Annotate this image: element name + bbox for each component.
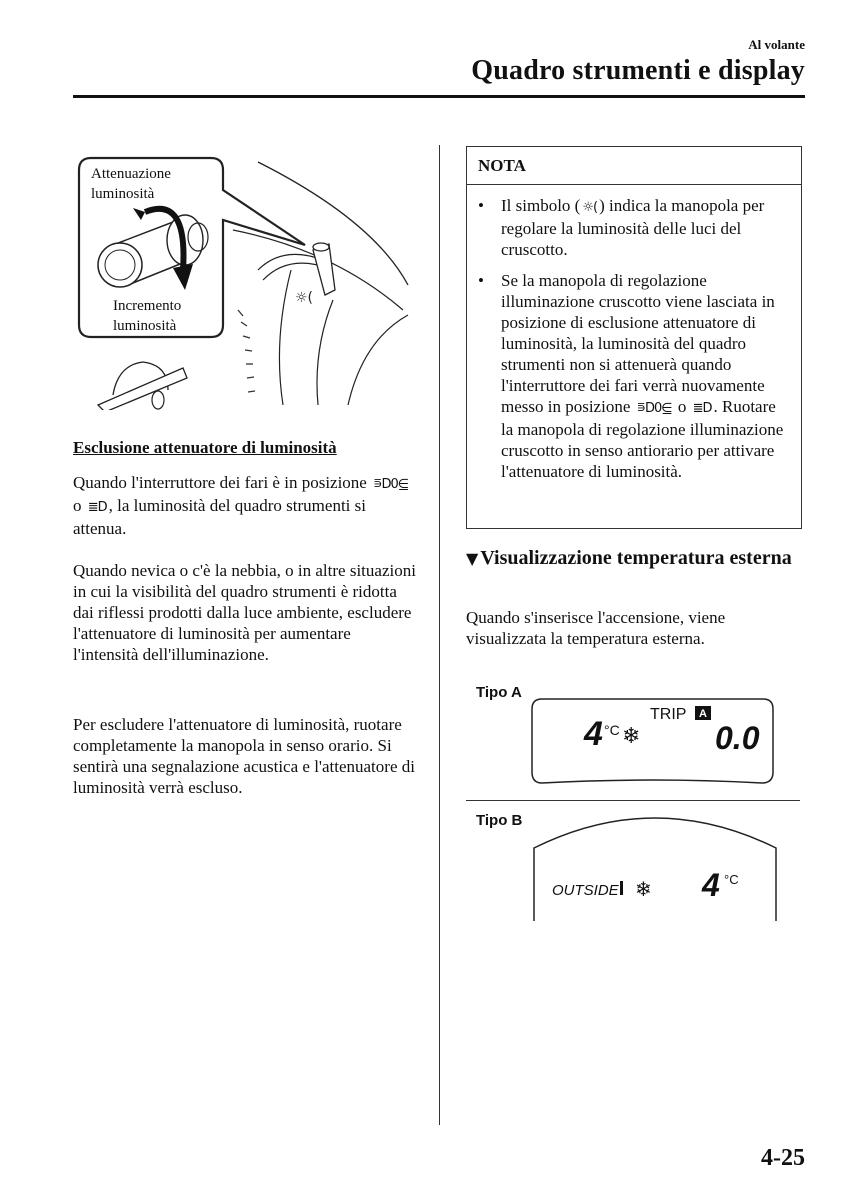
page-title: Quadro strumenti e display [471, 55, 805, 86]
bullet: • [478, 271, 484, 290]
note-item-2-text-b: o [677, 397, 687, 416]
subheading-dimmer-cancel: Esclusione attenuatore di luminosità [73, 438, 337, 457]
note-item-1 [467, 195, 791, 260]
snowflake-icon: ❄ [622, 724, 641, 749]
page-number: 4-25 [761, 1145, 805, 1171]
tipo-a-trip-value: 0.0 [715, 720, 760, 756]
column-divider [439, 145, 440, 1125]
parking-light-icon: ≣D [692, 401, 712, 416]
display-tipo-b [530, 808, 780, 923]
triangle-bullet-icon: ▼ [466, 549, 479, 568]
note-item-1-text-b: ) indica la manopola per regolare la luminosità delle luci del cruscotto. [501, 196, 765, 259]
dimmer-symbol-icon: ☼( [295, 290, 314, 306]
display-tipo-a [530, 697, 775, 789]
tipo-a-label: Tipo A [476, 684, 522, 701]
dimmer-knob-figure [73, 150, 413, 410]
section-body: Quando s'inserisce l'accensione, viene visualizzata la temperatura esterna. [466, 608, 726, 648]
section-heading-text: Visualizzazione temperatura esterna [480, 547, 792, 569]
tipo-b-label: Tipo B [476, 812, 523, 829]
header-section: Al volante [748, 37, 805, 52]
p1-text-c: , la luminosità del quadro strumenti si attenua. [73, 496, 366, 538]
paragraph-1 [73, 472, 418, 539]
snowflake-icon: ❄ [635, 877, 652, 901]
tipo-a-trip: TRIP [650, 706, 687, 723]
tipo-b-temperature: 4 [702, 867, 720, 903]
parking-light-icon: ≣D [87, 500, 107, 515]
tipo-a-temperature: 4 [584, 715, 603, 753]
p1-text-a: Quando l'interruttore dei fari è in posizione [73, 473, 367, 492]
headlight-on-icon: ⋾D0⋸ [636, 401, 672, 416]
note-item-1-text-a: Il simbolo ( [501, 196, 581, 215]
headlight-on-icon: ⋾D0⋸ [373, 477, 409, 492]
tipo-b-unit: °C [724, 872, 739, 887]
section-heading [466, 546, 802, 571]
callout-label-top-1: Attenuazione [91, 166, 171, 182]
display-separator [466, 800, 800, 801]
callout-label-bottom-2: luminosità [113, 318, 177, 334]
note-item-2-text-a: Se la manopola di regolazione illuminazione cruscotto viene lasciata in posizione di esclusione attenuatore di luminosità, la luminosità del quadro strumenti non si attenuerà quando l'interruttore dei fari verrà nuovamente messo in posizione [501, 271, 775, 416]
header-rule [73, 95, 805, 98]
note-item-2-text-c: . Ruotare la manopola di regolazione illuminazione cruscotto in senso antiorario per attivare l'attenuatore di luminosità. [501, 397, 784, 481]
thermometer-icon [620, 881, 623, 895]
tipo-a-unit: °C [604, 722, 620, 738]
note-heading: NOTA [467, 147, 801, 185]
note-item-2 [467, 270, 791, 482]
bullet: • [478, 196, 484, 215]
paragraph-2: Quando nevica o c'è la nebbia, o in altre situazioni in cui la visibilità del quadro strumenti è ridotta dai riflessi prodotti dalla luce ambiente, escludere l'attenuatore di luminosità per aumentare l'intensità dell'illuminazione. [73, 561, 416, 664]
callout-label-top-2: luminosità [91, 186, 155, 202]
tipo-b-outside: OUTSIDE [552, 882, 619, 899]
callout-label-bottom-1: Incremento [113, 298, 182, 314]
tipo-a-trip-letter: A [699, 708, 707, 720]
note-box [466, 146, 802, 529]
p1-text-b: o [73, 496, 82, 515]
paragraph-3: Per escludere l'attenuatore di luminosità, ruotare completamente la manopola in senso orario. Si sentirà una segnalazione acustica e l'attenuatore di luminosità verrà escluso. [73, 715, 415, 797]
dimmer-symbol-icon: ☼( [582, 200, 598, 215]
